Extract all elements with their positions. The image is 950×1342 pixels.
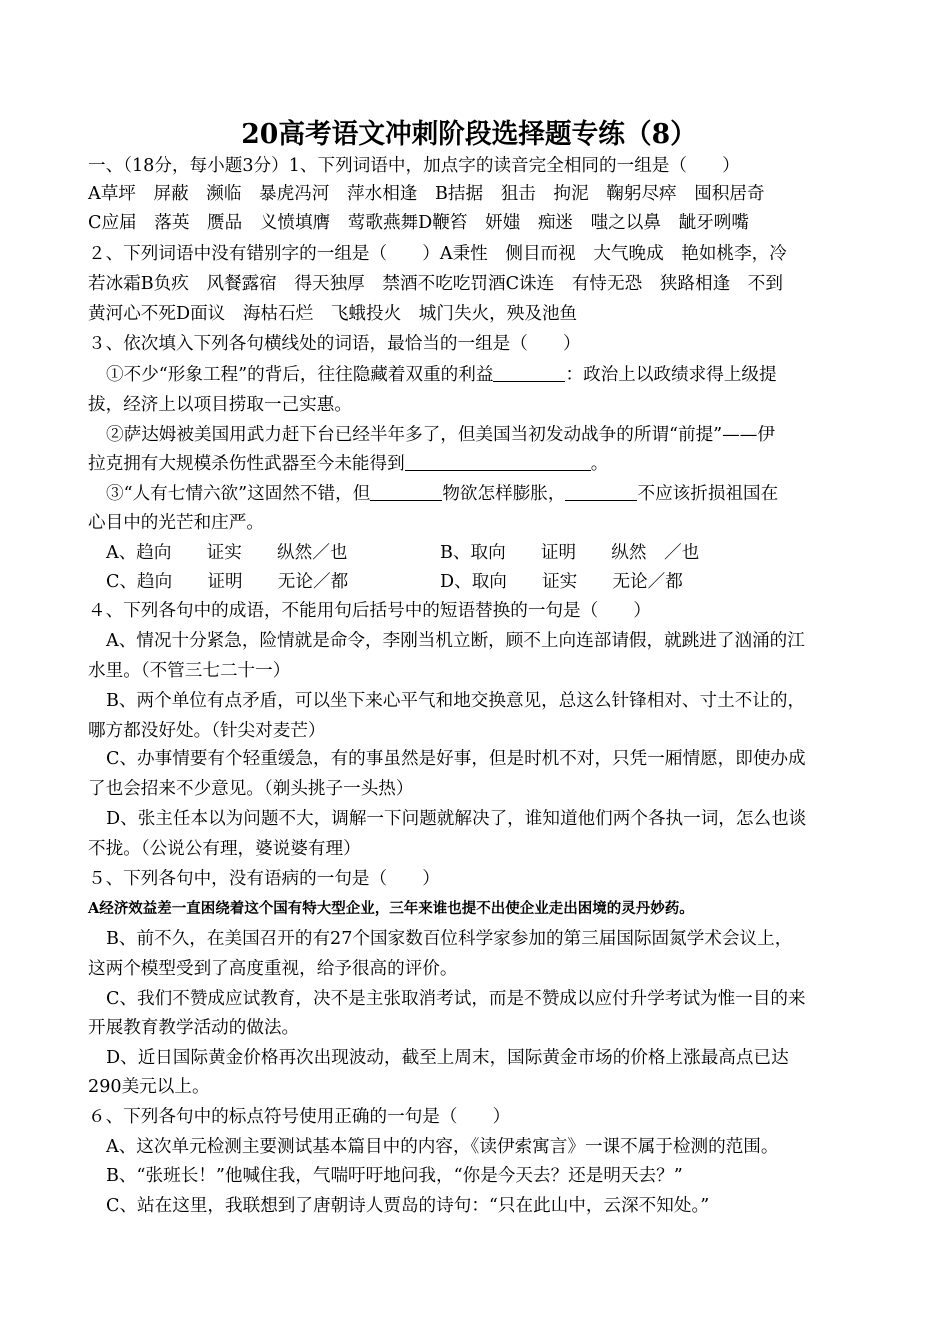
q2-line-1: ２、下列词语中没有错别字的一组是（ ）A秉性 侧目而视 大气晚成 艳如桃李，冷 — [88, 244, 787, 264]
q3-s2-continued — [88, 450, 608, 478]
q4-option-a-line-1: A、情况十分紧急，险情就是命令，李刚当机立断，顾不上向连部请假，就跳进了汹涌的江 — [106, 631, 805, 651]
q3-s2-blank — [405, 450, 591, 471]
q5-stem: ５、下列各句中，没有语病的一句是（ ） — [88, 869, 440, 889]
q3-sentence-2: ②萨达姆被美国用武力赶下台已经半年多了，但美国当初发动战争的所谓“前提”——伊 — [106, 425, 775, 445]
q6-option-b: B、“张班长！”他喊住我，气喘吁吁地问我，“你是今天去？还是明天去？” — [106, 1166, 683, 1186]
q3-stem: ３、依次填入下列各句横线处的词语，最恰当的一组是（ ） — [88, 334, 581, 354]
q3-s2-text-b: 拉克拥有大规模杀伤性武器至今未能得到 — [88, 454, 405, 474]
q2-line-2: 若冰霜B负疚 风餐露宿 得天独厚 禁酒不吃吃罚酒C诛连 有恃无恐 狭路相逢 不到 — [88, 274, 783, 294]
q1-line-1: 一、（18分，每小题3分）1、下列词语中，加点字的读音完全相同的一组是（ ） — [88, 156, 740, 176]
q3-s3-text-b: 物欲怎样膨胀， — [442, 484, 566, 504]
q3-s3-continued: 心目中的光芒和庄严。 — [88, 513, 264, 533]
q4-option-b-line-1: B、两个单位有点矛盾，可以坐下来心平气和地交换意见，总这么针锋相对、寸土不让的， — [106, 691, 806, 711]
q3-s3-blank-1 — [370, 480, 442, 501]
q5-option-c-line-2: 开展教育教学活动的做法。 — [88, 1018, 300, 1038]
q4-stem: ４、下列各句中的成语，不能用句后括号中的短语替换的一句是（ ） — [88, 601, 652, 621]
q3-s1-continued: 拔，经济上以项目捞取一己实惠。 — [88, 395, 352, 415]
q6-option-a: A、这次单元检测主要测试基本篇目中的内容，《读伊索寓言》一课不属于检测的范围。 — [106, 1137, 779, 1157]
q6-stem: ６、下列各句中的标点符号使用正确的一句是（ ） — [88, 1107, 511, 1127]
q3-s3-text-c: 不应该折损祖国在 — [637, 484, 779, 504]
q5-option-b-line-1: B、前不久，在美国召开的有27个国家数百位科学家参加的第三届国际固氮学术会议上， — [106, 929, 793, 949]
q4-option-c-line-1: C、办事情要有个轻重缓急，有的事虽然是好事，但是时机不对，只凭一厢情愿，即使办成 — [106, 749, 806, 769]
q3-s1-text-a: ①不少“形象工程”的背后，往往隐藏着双重的利益 — [106, 365, 494, 385]
q5-option-a: A经济效益差一直困绕着这个国有特大型企业，三年来谁也提不出使企业走出困境的灵丹妙药。 — [88, 900, 694, 917]
q3-s3-text-a: ③“人有七情六欲”这固然不错，但 — [106, 484, 371, 504]
q3-option-b: B、取向 证明 纵然 ／也 — [440, 543, 700, 563]
q3-s1-text-b: ：政治上以政绩求得上级提 — [565, 365, 777, 385]
q4-option-b-line-2: 哪方都没好处。（针尖对麦芒） — [88, 721, 326, 741]
q2-line-3: 黄河心不死D面议 海枯石烂 飞蛾投火 城门失火，殃及池鱼 — [88, 304, 578, 324]
q1-line-3: C应届 落英 赝品 义愤填膺 莺歌燕舞D鞭笞 妍媸 痴迷 嗤之以鼻 龇牙咧嘴 — [88, 213, 749, 233]
q3-s2-text-c: 。 — [590, 454, 609, 474]
q1-line-2: A草坪 屏蔽 濒临 暴虎冯河 萍水相逢 B拮据 狙击 拘泥 鞠躬尽瘁 囤积居奇 — [88, 184, 765, 204]
q3-s1-blank — [493, 361, 565, 382]
q4-option-d-line-1: D、张主任本以为问题不大，调解一下问题就解决了，谁知道他们两个各执一词，怎么也谈 — [106, 809, 807, 829]
q5-option-c-line-1: C、我们不赞成应试教育，决不是主张取消考试，而是不赞成以应付升学考试为惟一目的来 — [106, 989, 806, 1009]
q3-sentence-3 — [106, 480, 778, 508]
q5-option-b-line-2: 这两个模型受到了高度重视，给予很高的评价。 — [88, 959, 458, 979]
q5-option-d-line-1: D、近日国际黄金价格再次出现波动，截至上周末，国际黄金市场的价格上涨最高点已达 — [106, 1048, 789, 1068]
q3-s3-blank-2 — [565, 480, 637, 501]
q4-option-a-line-2: 水里。（不管三七二十一） — [88, 661, 291, 681]
q6-option-c: C、站在这里，我联想到了唐朝诗人贾岛的诗句：“只在此山中，云深不知处。” — [106, 1196, 710, 1216]
q3-option-c: C、趋向 证明 无论／都 — [106, 572, 349, 592]
q3-option-d: D、取向 证实 无论／都 — [440, 572, 683, 592]
q3-option-a: A、趋向 证实 纵然／也 — [106, 543, 348, 563]
q3-sentence-1 — [106, 361, 777, 389]
q4-option-d-line-2: 不拢。（公说公有理，婆说婆有理） — [88, 839, 361, 859]
q5-option-d-line-2: 290美元以上。 — [88, 1077, 210, 1097]
q4-option-c-line-2: 了也会招来不少意见。（剃头挑子一头热） — [88, 779, 414, 799]
page-title: 20高考语文冲刺阶段选择题专练（8） — [241, 119, 697, 150]
